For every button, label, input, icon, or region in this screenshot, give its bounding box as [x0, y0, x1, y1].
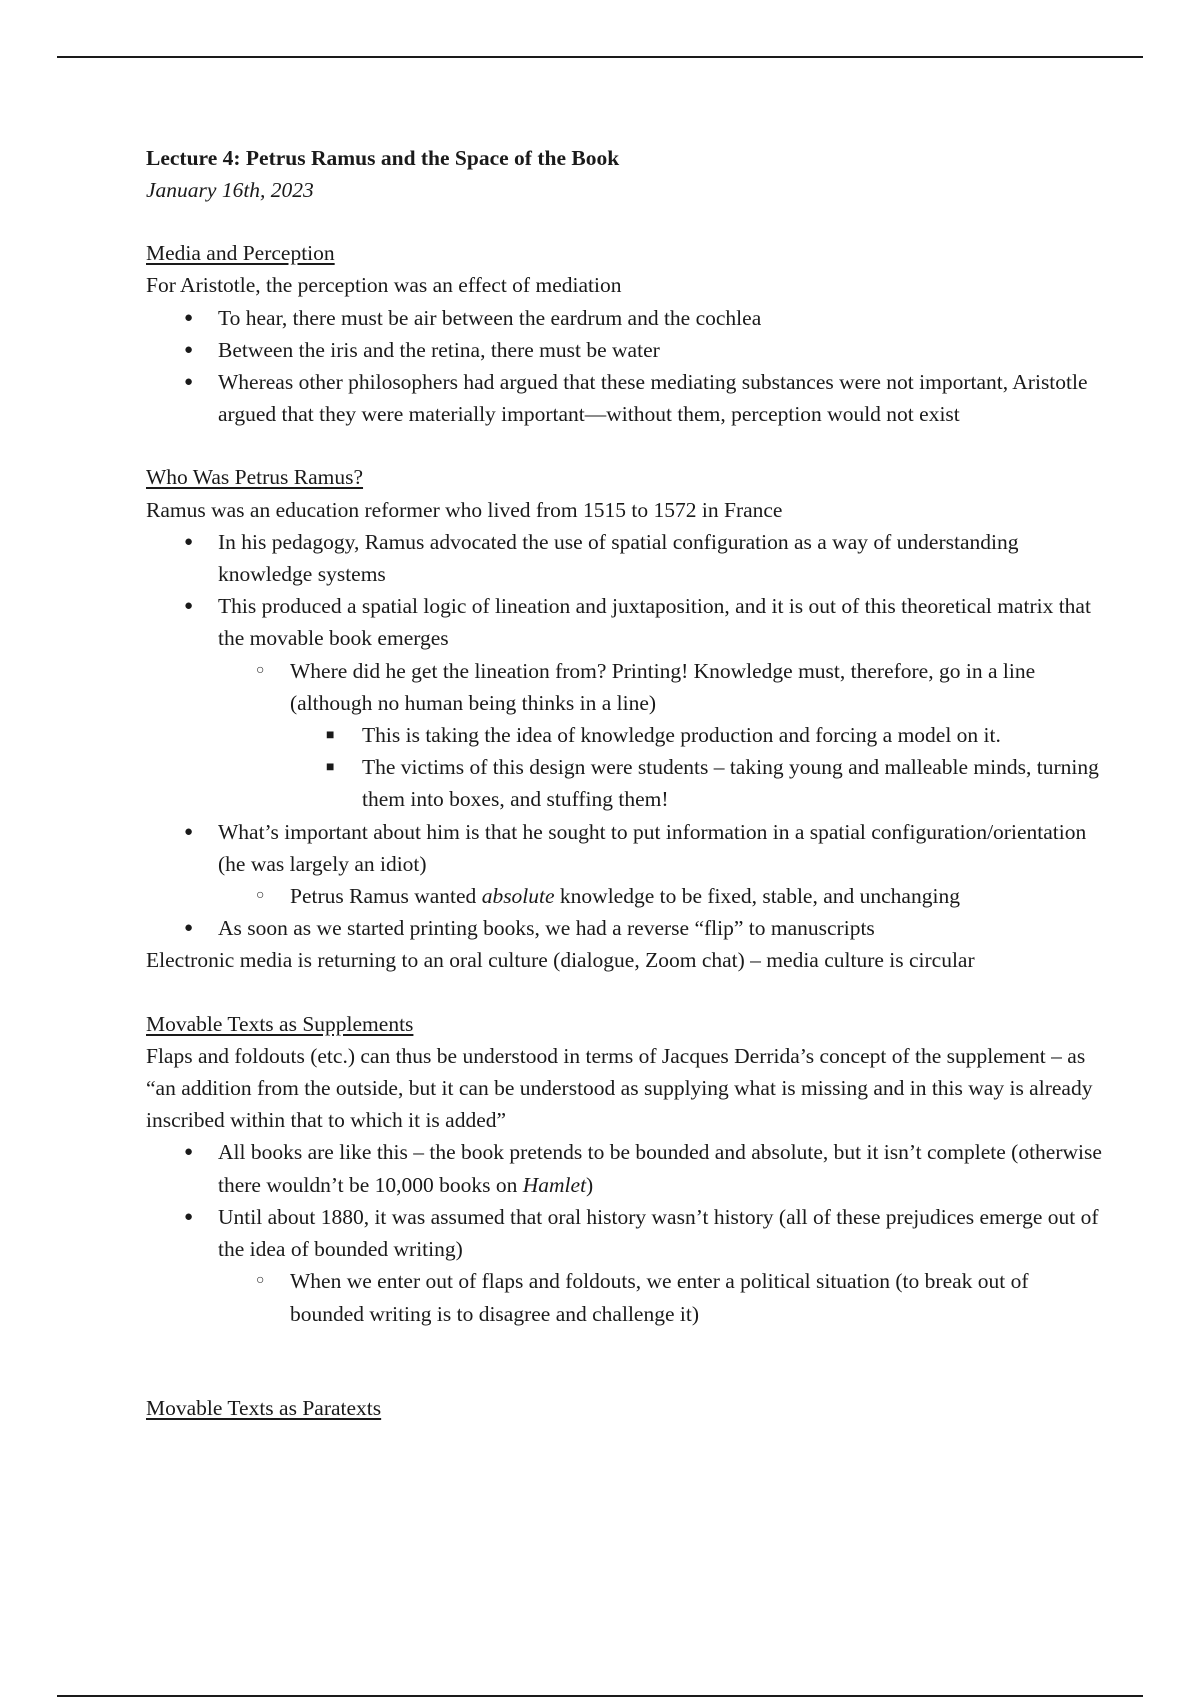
sub-list-item	[218, 655, 1106, 816]
sub-sub-list-item: ■ This is taking the idea of knowledge production and forcing a model on it.	[290, 719, 1106, 751]
list-item	[146, 1201, 1106, 1330]
section-heading: Movable Texts as Supplements	[146, 1011, 414, 1036]
section-heading: Who Was Petrus Ramus?	[146, 465, 364, 490]
emphasis-absolute: absolute	[481, 884, 555, 909]
section-intro: For Aristotle, the perception was an effect of mediation	[146, 273, 622, 298]
list-item: ● To hear, there must be air between the eardrum and the cochlea	[146, 302, 1106, 334]
emphasis-hamlet: Hamlet	[522, 1172, 587, 1197]
sub-list-item-text-start: Petrus Ramus wanted	[290, 884, 482, 909]
bullet-list	[146, 1136, 1106, 1329]
bottom-rule	[57, 1695, 1143, 1697]
document-body	[146, 142, 1106, 1424]
top-rule	[57, 56, 1143, 58]
list-item-text: This produced a spatial logic of lineation and juxtaposition, and it is out of this theoretical matrix that the movable book emerges	[218, 594, 1091, 651]
list-item	[146, 816, 1106, 913]
sub-bullet-list	[218, 1265, 1106, 1329]
section-movable-texts-as-paratexts	[146, 1392, 1106, 1424]
sub-bullet-list	[218, 655, 1106, 816]
sub-list-item-text-end: knowledge to be fixed, stable, and unchanging	[554, 884, 960, 909]
sub-list-item-text: Where did he get the lineation from? Printing! Knowledge must, therefore, go in a line (although no human being thinks in a line)	[290, 658, 1036, 715]
list-item: ● As soon as we started printing books, we had a reverse “flip” to manuscripts	[146, 912, 1106, 944]
section-heading: Media and Perception	[146, 241, 335, 266]
document-date: January 16th, 2023	[146, 178, 314, 202]
section-who-was-petrus-ramus	[146, 461, 1106, 976]
sub-sub-list-item: ■ The victims of this design were students – taking young and malleable minds, turning them into boxes, and stuffing them!	[290, 751, 1106, 815]
list-item	[146, 1136, 1106, 1200]
sub-list-item: ○ When we enter out of flaps and foldouts, we enter a political situation (to break out of bounded writing is to disagree and challenge it)	[218, 1265, 1106, 1329]
sub-sub-bullet-list	[290, 719, 1106, 816]
list-item-text: What’s important about him is that he sought to put information in a spatial configuration/orientation (he was largely an idiot)	[218, 819, 1087, 876]
list-item: ● Between the iris and the retina, there must be water	[146, 334, 1106, 366]
sub-bullet-list	[218, 880, 1106, 912]
list-item-text-start: All books are like this – the book pretends to be bounded and absolute, but it isn’t complete (otherwise there wouldn’t be 10,000 books on	[218, 1140, 1102, 1197]
list-item-text-end: )	[586, 1172, 594, 1197]
section-media-and-perception	[146, 237, 1106, 430]
section-movable-texts-as-supplements	[146, 1008, 1106, 1330]
section-closing: Electronic media is returning to an oral culture (dialogue, Zoom chat) – media culture is circular	[146, 948, 975, 973]
section-intro: Ramus was an education reformer who lived from 1515 to 1572 in France	[146, 497, 783, 522]
document-title: Lecture 4: Petrus Ramus and the Space of the Book	[146, 146, 620, 170]
section-heading: Movable Texts as Paratexts	[146, 1395, 382, 1420]
list-item-text: Until about 1880, it was assumed that oral history wasn’t history (all of these prejudices emerge out of the idea of bounded writing)	[218, 1204, 1099, 1262]
bullet-list	[146, 302, 1106, 431]
list-item: ● Whereas other philosophers had argued that these mediating substances were not important, Aristotle argued that they were materially important—without them, perception would not exist	[146, 366, 1106, 430]
bullet-list	[146, 526, 1106, 945]
sub-list-item	[218, 880, 1106, 912]
section-intro: Flaps and foldouts (etc.) can thus be understood in terms of Jacques Derrida’s concept of the supplement – as “an addition from the outside, but it can be understood as supplying what is missing and in this way is already inscribed within that to which it is added”	[146, 1043, 1093, 1133]
list-item	[146, 590, 1106, 815]
list-item: ● In his pedagogy, Ramus advocated the use of spatial configuration as a way of understanding knowledge systems	[146, 526, 1106, 590]
